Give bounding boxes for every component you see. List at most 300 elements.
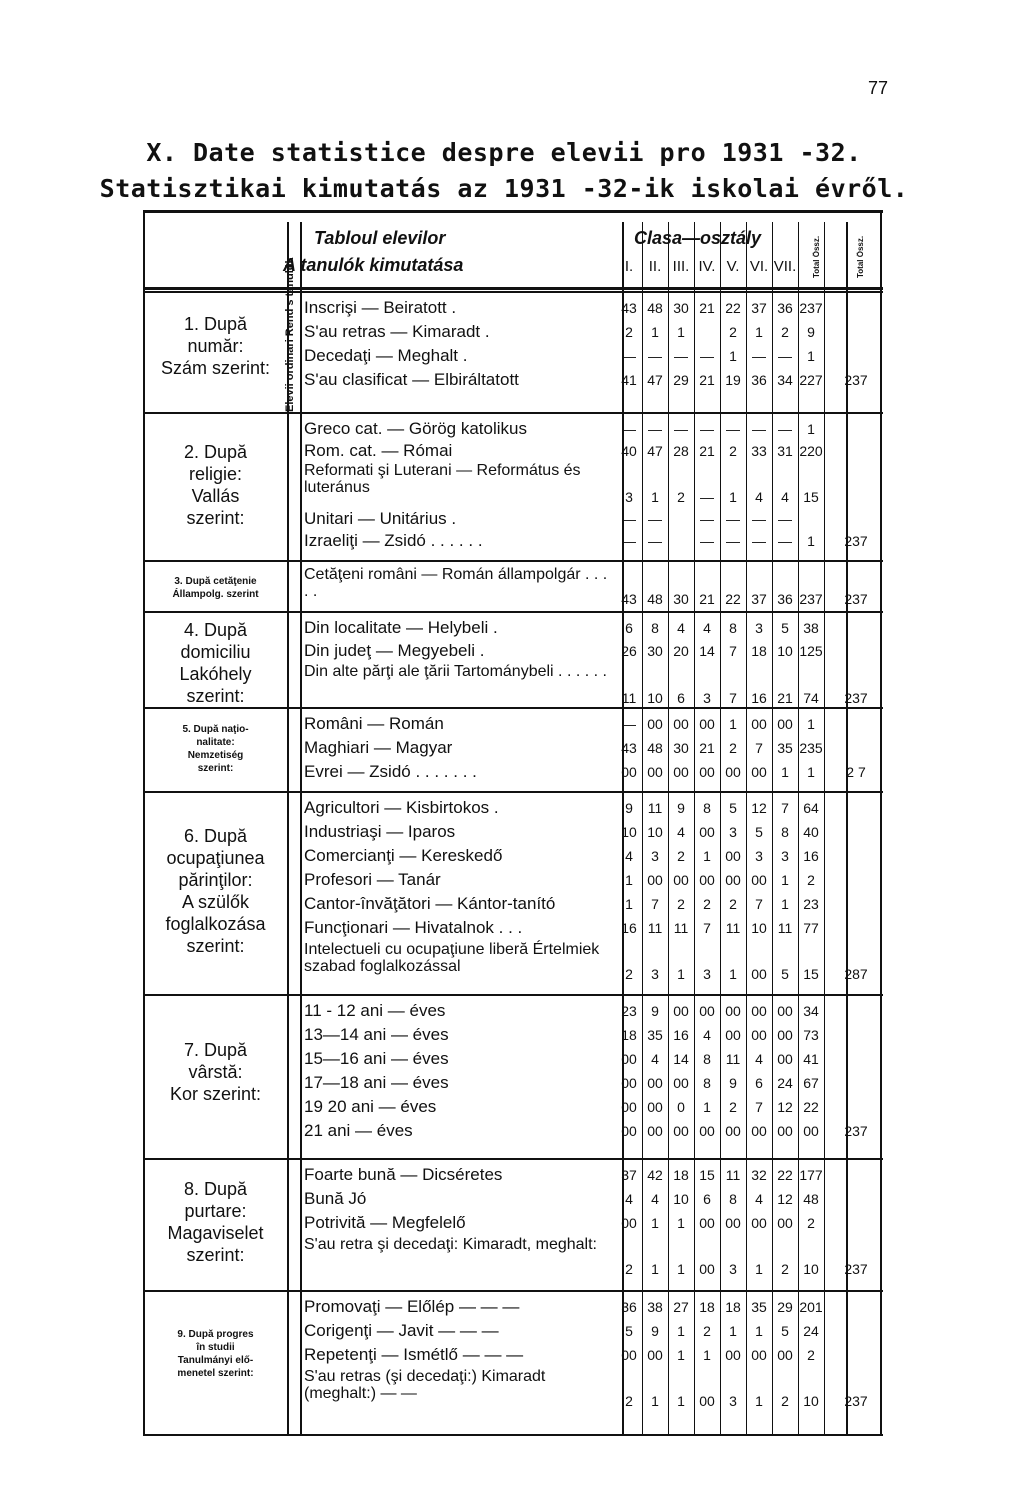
- table-title-romanian: Tabloul elevilor: [314, 228, 446, 248]
- cell-value: 1: [651, 1261, 659, 1277]
- section-label-line: Magaviselet: [167, 1223, 264, 1243]
- cell-value: 29: [673, 372, 689, 388]
- cell-value: 29: [777, 1299, 793, 1315]
- cell-value: 15: [699, 1167, 715, 1183]
- cell-value: —: [752, 511, 766, 527]
- cell-value: 11: [647, 800, 663, 816]
- cell-value: 32: [751, 1167, 767, 1183]
- cell-value: 1: [677, 966, 685, 982]
- cell-value: 177: [799, 1167, 823, 1183]
- cell-value: 2: [729, 443, 737, 459]
- table-row: [300, 1000, 1024, 1024]
- table-row: [300, 821, 1024, 845]
- table-row: [300, 440, 1024, 462]
- cell-value: 1: [677, 1261, 685, 1277]
- table-row: [300, 1048, 1024, 1072]
- cell-value: 1: [677, 324, 685, 340]
- cell-value: 7: [781, 800, 789, 816]
- cell-value: 237: [799, 591, 823, 607]
- cell-value: —: [700, 489, 714, 505]
- cell-value: —: [726, 421, 740, 437]
- cell-value: 23: [621, 1003, 637, 1019]
- cell-value: —: [778, 533, 792, 549]
- cell-value: 9: [651, 1323, 659, 1339]
- cell-value: 8: [703, 1051, 711, 1067]
- cell-value: 2: [807, 872, 815, 888]
- table-row: [300, 1236, 1024, 1280]
- cell-value: 73: [803, 1027, 819, 1043]
- cell-value: 16: [673, 1027, 689, 1043]
- table-row: [300, 321, 1024, 345]
- table-row: [300, 1120, 1024, 1144]
- table-row: [300, 1072, 1024, 1096]
- cell-value: 4: [755, 1191, 763, 1207]
- cell-value: 237: [844, 591, 868, 607]
- cell-value: 11: [725, 1167, 741, 1183]
- cell-value: —: [648, 348, 662, 364]
- cell-value: —: [674, 348, 688, 364]
- cell-value: 00: [751, 1123, 767, 1139]
- cell-value: 1: [755, 1261, 763, 1277]
- section-label-line: Nemzetiség: [187, 750, 244, 761]
- table-row: [300, 617, 1024, 640]
- page-number: 77: [868, 78, 889, 98]
- cell-value: 7: [651, 896, 659, 912]
- row-label: Din localitate — Helybeli .: [304, 618, 498, 637]
- cell-value: 1: [703, 1099, 711, 1115]
- cell-value: 00: [647, 1075, 663, 1091]
- cell-value: 18: [621, 1027, 637, 1043]
- cell-value: 10: [647, 690, 663, 706]
- section-label-4: [144, 619, 287, 707]
- cell-value: 00: [751, 1347, 767, 1363]
- row-label: 21 ani — éves: [304, 1121, 413, 1140]
- section-rule: [143, 791, 883, 793]
- cell-value: 4: [755, 1051, 763, 1067]
- cell-value: —: [778, 511, 792, 527]
- cell-value: 2: [781, 1261, 789, 1277]
- class-header-2: II.: [648, 258, 662, 275]
- cell-value: —: [622, 511, 636, 527]
- cell-value: 00: [725, 1215, 741, 1231]
- cell-value: 4: [677, 824, 685, 840]
- cell-value: 1: [729, 716, 737, 732]
- section-label-line: 1. După: [183, 314, 248, 334]
- cell-value: 38: [803, 620, 819, 636]
- table-title-hungarian: A tanulók kimutatása: [283, 255, 464, 275]
- cell-value: 21: [699, 591, 715, 607]
- cell-value: 5: [755, 824, 763, 840]
- cell-value: 11: [725, 1051, 741, 1067]
- class-header-4: IV.: [698, 258, 716, 275]
- table-row: [300, 566, 1024, 610]
- cell-value: —: [674, 421, 688, 437]
- cell-value: 21: [699, 740, 715, 756]
- cell-value: 00: [673, 716, 689, 732]
- cell-value: 00: [751, 1027, 767, 1043]
- section-label-line: ocupaţiunea: [166, 848, 265, 868]
- cell-value: 00: [725, 1347, 741, 1363]
- row-label: S'au retras — Kimaradt .: [304, 322, 490, 341]
- cell-value: 22: [725, 591, 741, 607]
- cell-value: 3: [729, 824, 737, 840]
- cell-value: 00: [751, 764, 767, 780]
- table-row: [300, 663, 1024, 709]
- class-header-1: I.: [624, 258, 634, 275]
- cell-value: 2 7: [846, 764, 866, 780]
- table-row: [300, 737, 1024, 761]
- cell-value: 2: [729, 896, 737, 912]
- row-label: Funcţionari — Hivatalnok . . .: [304, 918, 523, 937]
- cell-value: 10: [621, 824, 637, 840]
- cell-value: 7: [755, 896, 763, 912]
- table-row: [300, 1368, 1024, 1412]
- cell-value: 64: [803, 800, 819, 816]
- cell-value: 11: [777, 920, 793, 936]
- cell-value: 8: [703, 1075, 711, 1091]
- cell-value: 26: [621, 643, 637, 659]
- table-row: [300, 530, 1024, 552]
- cell-value: 237: [844, 690, 868, 706]
- cell-value: 11: [673, 920, 689, 936]
- section-label-9: [144, 1328, 287, 1380]
- cell-value: 1: [625, 896, 633, 912]
- cell-value: 201: [799, 1299, 823, 1315]
- cell-value: 3: [625, 489, 633, 505]
- cell-value: 1: [651, 1393, 659, 1409]
- table-row: [300, 1096, 1024, 1120]
- title-hungarian: Statisztikai kimutatás az 1931 -32-ik iskolai évről.: [99, 174, 909, 203]
- cell-value: 19: [725, 372, 741, 388]
- section-rule: [143, 707, 883, 709]
- row-label: Agricultori — Kisbirtokos .: [304, 798, 499, 817]
- cell-value: 00: [725, 764, 741, 780]
- cell-value: 00: [673, 1123, 689, 1139]
- row-label: Inscrişi — Beiratott .: [304, 298, 457, 317]
- section-label-line: în studii: [196, 1342, 235, 1353]
- section-rule: [143, 291, 883, 293]
- cell-value: 287: [844, 966, 868, 982]
- table-row: [300, 297, 1024, 321]
- cell-value: 2: [677, 896, 685, 912]
- cell-value: 18: [725, 1299, 741, 1315]
- cell-value: —: [622, 716, 636, 732]
- section-rule: [143, 1158, 883, 1160]
- cell-value: 37: [751, 591, 767, 607]
- cell-value: 30: [647, 643, 663, 659]
- cell-value: 1: [651, 489, 659, 505]
- section-label-line: Állampolg. szerint: [172, 589, 259, 600]
- row-label: Români — Román: [304, 714, 444, 733]
- section-label-line: szerint:: [186, 936, 245, 956]
- section-label-line: domiciliu: [180, 642, 251, 662]
- section-rule: [143, 412, 883, 414]
- cell-value: 16: [803, 848, 819, 864]
- section-rule: [143, 560, 883, 562]
- row-label: Rom. cat. — Római: [304, 441, 453, 460]
- row-label: Bună Jó: [304, 1189, 367, 1208]
- section-label-line: Szám szerint:: [160, 358, 271, 378]
- cell-value: 00: [699, 764, 715, 780]
- row-label: S'au retra şi decedaţi: Kimaradt, meghalt:: [304, 1236, 597, 1253]
- cell-value: 4: [677, 620, 685, 636]
- cell-value: 4: [703, 620, 711, 636]
- section-rule: [143, 994, 883, 996]
- cell-value: 00: [803, 1123, 819, 1139]
- row-label: Evrei — Zsidó . . . . . . .: [304, 762, 477, 781]
- cell-value: 3: [651, 848, 659, 864]
- cell-value: 1: [807, 421, 815, 437]
- cell-value: 37: [621, 1167, 637, 1183]
- cell-value: 10: [803, 1261, 819, 1277]
- cell-value: 41: [621, 372, 637, 388]
- cell-value: 1: [755, 1323, 763, 1339]
- cell-value: 2: [729, 1099, 737, 1115]
- table-row: [300, 369, 1024, 395]
- cell-value: 2: [729, 324, 737, 340]
- cell-value: 00: [647, 1123, 663, 1139]
- cell-value: 48: [647, 740, 663, 756]
- cell-value: 1: [807, 348, 815, 364]
- cell-value: 00: [777, 1123, 793, 1139]
- cell-value: 1: [807, 533, 815, 549]
- cell-value: —: [778, 348, 792, 364]
- row-label: Repetenţi — Ismétlő — — —: [304, 1345, 524, 1364]
- table-row: [300, 462, 1024, 508]
- section-label-line: foglalkozása: [165, 914, 266, 934]
- cell-value: 47: [647, 372, 663, 388]
- row-label: 19 20 ani — éves: [304, 1097, 437, 1116]
- cell-value: 16: [621, 920, 637, 936]
- cell-value: 15: [803, 966, 819, 982]
- column-rule: [287, 222, 289, 1435]
- cell-value: 00: [725, 872, 741, 888]
- cell-value: 237: [844, 1123, 868, 1139]
- cell-value: 00: [699, 1215, 715, 1231]
- cell-value: 11: [725, 920, 741, 936]
- table-row: [300, 1024, 1024, 1048]
- cell-value: 4: [625, 1191, 633, 1207]
- cell-value: —: [726, 533, 740, 549]
- cell-value: 18: [751, 643, 767, 659]
- cell-value: 00: [777, 1051, 793, 1067]
- cell-value: 21: [777, 690, 793, 706]
- cell-value: 9: [677, 800, 685, 816]
- table-row: [300, 508, 1024, 530]
- cell-value: 237: [844, 1261, 868, 1277]
- total-header: Total Össz.: [812, 235, 821, 278]
- cell-value: 2: [677, 489, 685, 505]
- cell-value: 2: [625, 966, 633, 982]
- row-label: Maghiari — Magyar: [304, 738, 453, 757]
- section-label-line: menetel szerint:: [177, 1368, 254, 1379]
- cell-value: 7: [703, 920, 711, 936]
- cell-value: 2: [677, 848, 685, 864]
- section-label-line: 7. După: [183, 1040, 248, 1060]
- cell-value: 11: [621, 690, 637, 706]
- cell-value: 22: [725, 300, 741, 316]
- cell-value: 3: [703, 690, 711, 706]
- cell-value: 14: [673, 1051, 689, 1067]
- cell-value: 00: [699, 1393, 715, 1409]
- cell-value: 1: [677, 1393, 685, 1409]
- cell-value: 48: [647, 300, 663, 316]
- cell-value: —: [700, 511, 714, 527]
- side-label-vertical: Elevii ordinari Rend s tanulók: [284, 257, 296, 412]
- cell-value: 34: [803, 1003, 819, 1019]
- section-label-line: 8. După: [183, 1179, 248, 1199]
- class-header-6: VI.: [749, 258, 769, 275]
- table-row: [300, 713, 1024, 737]
- cell-value: 35: [777, 740, 793, 756]
- cell-value: 2: [807, 1215, 815, 1231]
- cell-value: 1: [651, 1215, 659, 1231]
- cell-value: 35: [751, 1299, 767, 1315]
- cell-value: 20: [673, 643, 689, 659]
- cell-value: 1: [677, 1323, 685, 1339]
- cell-value: 2: [729, 740, 737, 756]
- cell-value: 2: [625, 1393, 633, 1409]
- cell-value: 6: [755, 1075, 763, 1091]
- section-label-line: părinţilor:: [178, 870, 253, 890]
- row-label: Din alte părţi ale ţării Tartománybeli . . . . . .: [304, 663, 607, 680]
- cell-value: 00: [621, 764, 637, 780]
- cell-value: 2: [703, 1323, 711, 1339]
- table-row: [300, 797, 1024, 821]
- section-label-3: [144, 575, 287, 601]
- cell-value: 5: [729, 800, 737, 816]
- cell-value: 00: [777, 1027, 793, 1043]
- table-top-rule: [143, 210, 883, 213]
- row-label: Unitari — Unitárius .: [304, 509, 457, 528]
- table-row: [300, 1344, 1024, 1368]
- cell-value: 1: [677, 1215, 685, 1231]
- cell-value: 00: [699, 1003, 715, 1019]
- class-header-3: III.: [672, 258, 690, 275]
- cell-value: 00: [647, 1099, 663, 1115]
- section-label-line: vârstă:: [188, 1062, 243, 1082]
- section-label-line: szerint:: [186, 686, 245, 706]
- cell-value: 21: [699, 443, 715, 459]
- cell-value: 10: [673, 1191, 689, 1207]
- cell-value: 14: [699, 643, 715, 659]
- class-header-5: V.: [726, 258, 740, 275]
- cell-value: 237: [799, 300, 823, 316]
- section-label-line: 3. După cetăţenie: [174, 576, 257, 587]
- cell-value: 2: [781, 324, 789, 340]
- row-label: Industriaşi — Iparos: [304, 822, 456, 841]
- section-label-line: nalitate:: [196, 737, 235, 748]
- section-label-line: szerint:: [186, 508, 245, 528]
- cell-value: —: [622, 348, 636, 364]
- cell-value: 74: [803, 690, 819, 706]
- cell-value: —: [648, 533, 662, 549]
- cell-value: 1: [625, 872, 633, 888]
- cell-value: 18: [673, 1167, 689, 1183]
- cell-value: 227: [799, 372, 823, 388]
- cell-value: 00: [777, 1003, 793, 1019]
- cell-value: 00: [699, 1123, 715, 1139]
- row-label: Potrivită — Megfelelő: [304, 1213, 466, 1232]
- cell-value: 6: [625, 620, 633, 636]
- table-row: [300, 845, 1024, 869]
- cell-value: 1: [729, 966, 737, 982]
- section-label-line: 6. După: [183, 826, 248, 846]
- cell-value: 12: [777, 1191, 793, 1207]
- cell-value: 00: [647, 1347, 663, 1363]
- section-label-line: Vallás: [191, 486, 240, 506]
- cell-value: 30: [673, 300, 689, 316]
- grand-total-header: Total Össz.: [856, 235, 865, 278]
- cell-value: 4: [651, 1051, 659, 1067]
- row-label: Reformati şi Luterani — Református és luteránus: [304, 462, 581, 496]
- cell-value: 3: [651, 966, 659, 982]
- cell-value: 42: [647, 1167, 663, 1183]
- cell-value: 12: [751, 800, 767, 816]
- cell-value: —: [648, 511, 662, 527]
- cell-value: 00: [621, 1123, 637, 1139]
- cell-value: 30: [673, 740, 689, 756]
- cell-value: 7: [729, 643, 737, 659]
- table-row: [300, 640, 1024, 663]
- cell-value: 1: [729, 348, 737, 364]
- cell-value: 48: [647, 591, 663, 607]
- cell-value: 237: [844, 372, 868, 388]
- cell-value: 00: [725, 1003, 741, 1019]
- section-label-line: religie:: [188, 464, 243, 484]
- cell-value: 220: [799, 443, 823, 459]
- section-label-line: Kor szerint:: [169, 1084, 262, 1104]
- cell-value: 24: [803, 1323, 819, 1339]
- cell-value: 00: [751, 1003, 767, 1019]
- row-label: Profesori — Tanár: [304, 870, 441, 889]
- cell-value: 38: [647, 1299, 663, 1315]
- class-group-header: Clasa—osztály: [634, 228, 762, 248]
- cell-value: 1: [703, 848, 711, 864]
- cell-value: 24: [777, 1075, 793, 1091]
- cell-value: 9: [807, 324, 815, 340]
- cell-value: 2: [625, 324, 633, 340]
- cell-value: —: [648, 421, 662, 437]
- row-label: 11 - 12 ani — éves: [304, 1001, 446, 1020]
- cell-value: 35: [647, 1027, 663, 1043]
- cell-value: 00: [699, 824, 715, 840]
- cell-value: 1: [729, 1323, 737, 1339]
- cell-value: 3: [703, 966, 711, 982]
- cell-value: 37: [751, 300, 767, 316]
- section-label-8: [144, 1178, 287, 1266]
- cell-value: 00: [699, 872, 715, 888]
- cell-value: 22: [803, 1099, 819, 1115]
- cell-value: 10: [751, 920, 767, 936]
- cell-value: 43: [621, 740, 637, 756]
- cell-value: 21: [699, 372, 715, 388]
- cell-value: 31: [777, 443, 793, 459]
- cell-value: 00: [751, 966, 767, 982]
- table-row: [300, 1296, 1024, 1320]
- section-rule: [143, 611, 883, 613]
- section-label-line: Lakóhely: [179, 664, 252, 684]
- cell-value: 00: [673, 1075, 689, 1091]
- cell-value: 4: [625, 848, 633, 864]
- table-row: [300, 345, 1024, 369]
- cell-value: 41: [803, 1051, 819, 1067]
- table-row: [300, 418, 1024, 440]
- cell-value: 77: [803, 920, 819, 936]
- cell-value: 23: [803, 896, 819, 912]
- cell-value: 18: [699, 1299, 715, 1315]
- section-label-line: A szülők: [181, 892, 250, 912]
